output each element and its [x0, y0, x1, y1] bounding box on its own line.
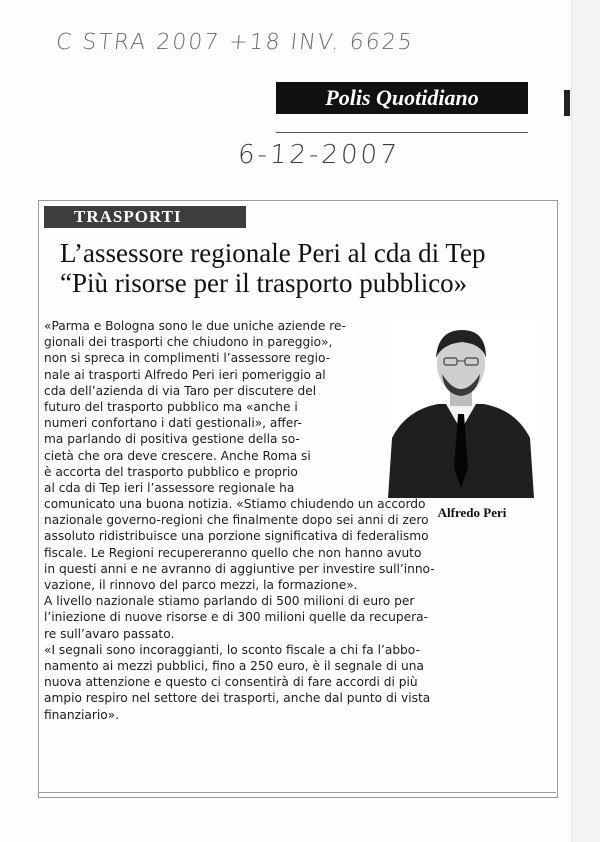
body-line: fiscale. Le Regioni recupereranno quello che non hanno avuto — [44, 545, 422, 560]
newspaper-masthead: Polis Quotidiano — [276, 82, 528, 114]
page-edge — [571, 0, 600, 842]
body-line: nale ai trasporti Alfredo Peri ieri pomeriggio al — [44, 367, 326, 382]
article-body — [44, 318, 435, 723]
body-line: A livello nazionale stiamo parlando di 500 milioni di euro per — [44, 594, 415, 609]
handwritten-archive-note: C STRA 2007 +18 INV. 6625 — [54, 30, 416, 55]
body-line: finanziario». — [44, 707, 120, 722]
body-line: ma parlando di positiva gestione della so- — [44, 432, 300, 447]
body-line: l’iniezione di nuove risorse e di 300 milioni quelle da recupera- — [44, 610, 428, 625]
clipping-edge-mark — [564, 90, 570, 116]
body-line: futuro del trasporto pubblico ma «anche i — [44, 399, 298, 414]
body-line: non si spreca in complimenti l’assessore regio- — [44, 351, 331, 366]
body-line: è accorta del trasporto pubblico e proprio — [44, 464, 298, 479]
body-line: al cda di Tep ieri l’assessore regionale ha — [44, 480, 295, 495]
body-line: cda dell’azienda di via Taro per discutere del — [44, 383, 317, 398]
body-line: in questi anni e ne avranno di aggiuntive per investire sull’inno- — [44, 561, 435, 576]
body-line: assoluto ridistribuisce una porzione significativa di federalismo — [44, 529, 429, 544]
body-line: nazionale governo-regioni che finalmente dopo sei anni di zero — [44, 513, 429, 528]
clipping-bottom-rule — [38, 792, 556, 793]
body-line: comunicato una buona notizia. «Stiamo chiudendo un accordo — [44, 497, 426, 512]
handwritten-date: 6-12-2007 — [236, 140, 401, 170]
section-label: TRASPORTI — [44, 206, 246, 228]
masthead-rule — [276, 132, 528, 133]
article-headline — [60, 238, 542, 298]
body-line: cietà che ora deve crescere. Anche Roma si — [44, 448, 311, 463]
body-line: ampio respiro nel settore dei trasporti, anche dal punto di vista — [44, 691, 431, 706]
body-line: gionali dei trasporti che chiudono in pareggio», — [44, 335, 333, 350]
body-line: nuova attenzione e questo ci consentirà di fare accordi di più — [44, 675, 418, 690]
body-line: numeri confortano i dati gestionali», affer- — [44, 416, 302, 431]
headline-line-1: L’assessore regionale Peri al cda di Tep — [60, 238, 486, 268]
body-line: namento ai mezzi pubblici, fino a 250 euro, è il segnale di una — [44, 658, 424, 673]
body-line: vazione, il rinnovo del parco mezzi, la formazione». — [44, 578, 358, 592]
photo-caption: Alfredo Peri — [437, 505, 507, 520]
body-line: re sull’avaro passato. — [44, 626, 175, 641]
body-line: «I segnali sono incoraggianti, lo sconto fiscale a chi fa l’abbo- — [44, 642, 420, 657]
headline-line-2: “Più risorse per il trasporto pubblico» — [60, 268, 468, 298]
body-line: «Parma e Bologna sono le due uniche aziende re- — [44, 319, 346, 333]
